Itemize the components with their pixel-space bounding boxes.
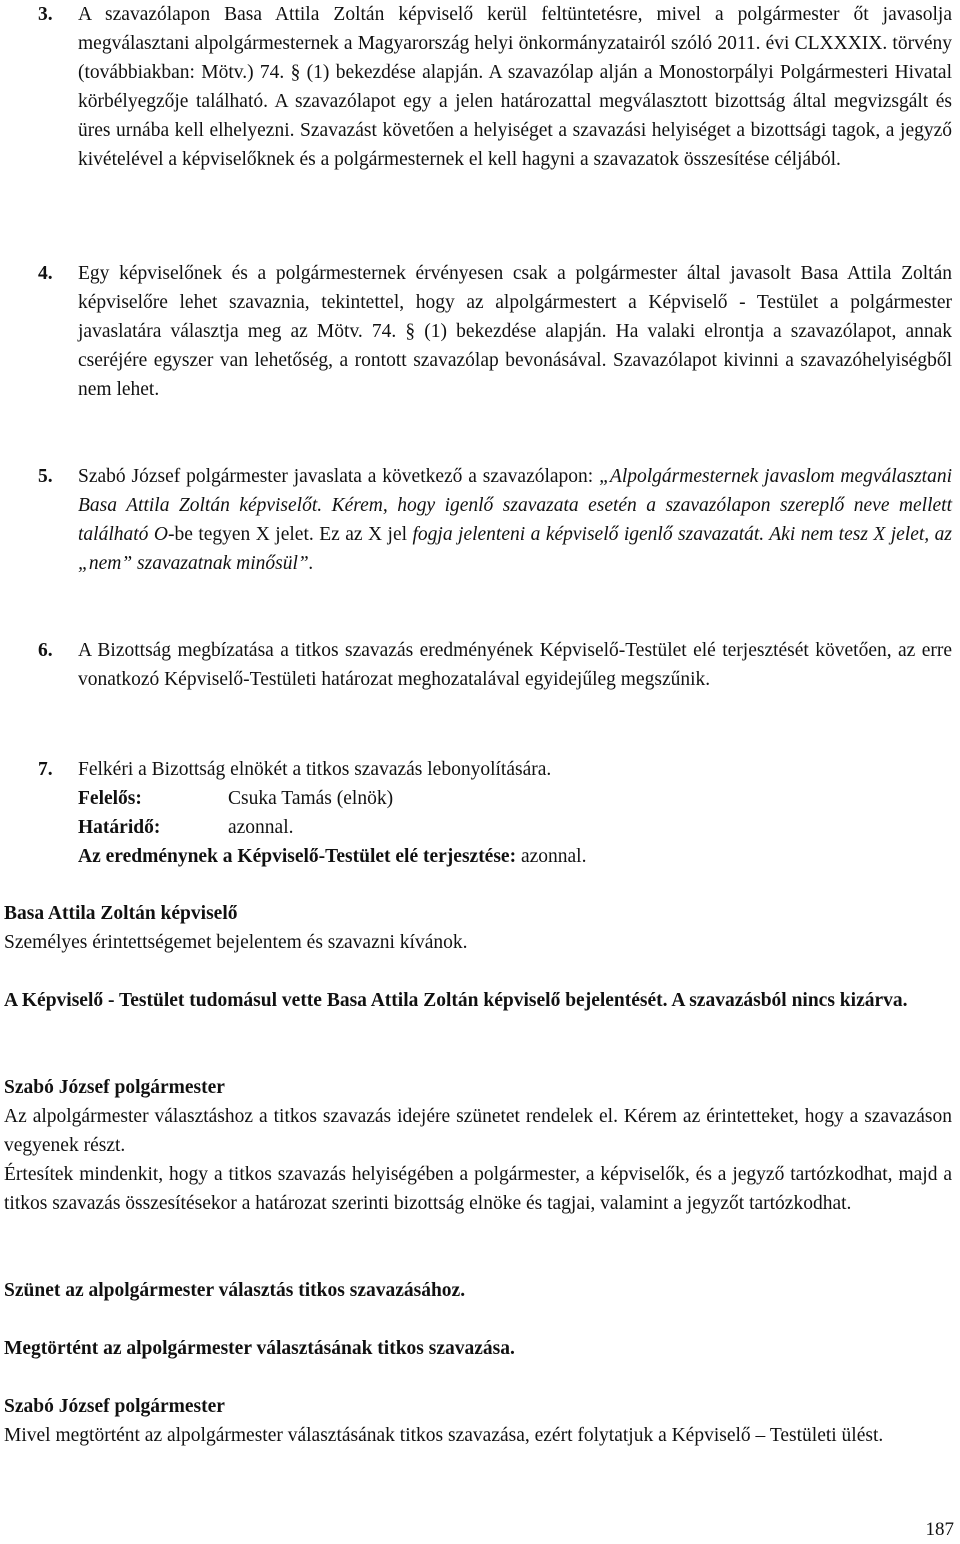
statement-text: Mivel megtörtént az alpolgármester választásának titkos szavazása, ezért folytatjuk a Képviselő – Testületi ülést. — [4, 1425, 884, 1446]
item-text: Felkéri a Bizottság elnökét a titkos szavazás lebonyolítására. — [78, 759, 552, 780]
page-number: 187 — [925, 1519, 954, 1540]
item-number: 7. — [38, 759, 53, 780]
speaker-name: Basa Attila Zoltán képviselő — [4, 903, 238, 924]
item-5 — [0, 462, 952, 578]
item-text-plain: Szabó József polgármester javaslata a következő a szavazólapon: — [78, 466, 600, 487]
item-7 — [0, 755, 952, 871]
speaker-name: Szabó József polgármester — [4, 1077, 225, 1098]
item-text — [78, 462, 952, 578]
break-notice: Szünet az alpolgármester választás titkos szavazásához. — [4, 1280, 466, 1301]
item-3 — [0, 0, 952, 174]
statement-text: Értesítek mindenkit, hogy a titkos szavazás helyiségében a polgármester, a képviselők, és a jegyző tartózkodhat, majd a titkos szavazás összesítésekor a határozat szerinti bizottság elnöke és tagjai, valamint a jegyzőt tartózkodhat. — [4, 1164, 952, 1214]
statement-text: Személyes érintettségemet bejelentem és szavazni kívánok. — [4, 932, 468, 953]
item-text: A szavazólapon Basa Attila Zoltán képviselő kerül feltüntetésre, mivel a polgármester őt javasolja megválasztani alpolgármesternek a Magyarország helyi önkormányzatairól szóló 2011. évi CLXXXIX. törvény (továbbiakban: Mötv.) 74. § (1) bekezdése alapján. A szavazólap alján a Monostorpályi Polgármesteri Hivatal körbélyegzője található. A szavazólapot egy a jelen határozattal megválasztott bizottság által megvizsgált és üres urnába kell elhelyezni. Szavazást követően a helyiséget a szavazási helyiséget a bizottsági tagok, a jegyző kivételével a képviselőknek és a polgármesternek el kell hagyni a szavazatok összesítése céljából. — [78, 4, 952, 170]
item-text: A Bizottság megbízatása a titkos szavazás eredményének Képviselő-Testület elé terjesztését követően, az erre vonatkozó Képviselő-Testületi határozat meghozatalával egyidejűleg megszűnik. — [78, 640, 952, 690]
item-number: 4. — [38, 263, 53, 284]
item-6 — [0, 636, 952, 694]
done-notice: Megtörtént az alpolgármester választásának titkos szavazása. — [4, 1338, 515, 1359]
deadline-label: Határidő: — [78, 817, 161, 838]
item-text-italic: fogja jelenteni a képviselő igenlő szavazatát. Aki nem tesz X jelet, az „nem” szavazatnak minősül”. — [78, 524, 952, 574]
responsible-label: Felelős: — [78, 788, 142, 809]
item-number: 5. — [38, 466, 53, 487]
item-4 — [0, 259, 952, 404]
item-number: 3. — [38, 4, 53, 25]
deadline-value: azonnal. — [228, 817, 294, 838]
szabo-statement-2 — [4, 1392, 952, 1450]
statement-text: Az alpolgármester választáshoz a titkos szavazás idejére szünetet rendelek el. Kérem az érintetteket, hogy a szavazáson vegyenek részt. — [4, 1106, 952, 1156]
speaker-name: Szabó József polgármester — [4, 1396, 225, 1417]
basa-statement — [4, 899, 952, 957]
report-label: Az eredménynek a Képviselő-Testület elé terjesztése: — [78, 846, 517, 867]
notice-not-excluded: A Képviselő - Testület tudomásul vette Basa Attila Zoltán képviselő bejelentését. A szavazásból nincs kizárva. — [4, 990, 908, 1011]
report-row — [78, 842, 952, 871]
item-text-plain: -be tegyen X jelet. Ez az X jel — [167, 524, 413, 545]
item-text: Egy képviselőnek és a polgármesternek érvényesen csak a polgármester által javasolt Basa Attila Zoltán képviselőre lehet szavaznia, tekintettel, hogy az alpolgármestert a Képviselő - Testület a polgármester javaslatára választja meg az Mötv. 74. § (1) bekezdése alapján. Ha valaki elrontja a szavazólapot, annak cseréjére egyszer van lehetőség, a rontott szavazólap bevonásával. Szavazólapot kivinni a szavazóhelyiségből nem lehet. — [78, 263, 952, 400]
item-number: 6. — [38, 640, 53, 661]
responsible-row — [78, 784, 952, 813]
report-value: azonnal. — [516, 846, 587, 867]
szabo-statement-1 — [4, 1073, 952, 1218]
deadline-row — [78, 813, 952, 842]
responsible-value: Csuka Tamás (elnök) — [228, 788, 394, 809]
item-text-italic: „Alpolgármesternek javaslom megválasztani Basa Attila Zoltán képviselőt. Kérem, hogy igenlő szavazata esetén a szavazólapon szereplő neve mellett található O — [78, 466, 952, 545]
